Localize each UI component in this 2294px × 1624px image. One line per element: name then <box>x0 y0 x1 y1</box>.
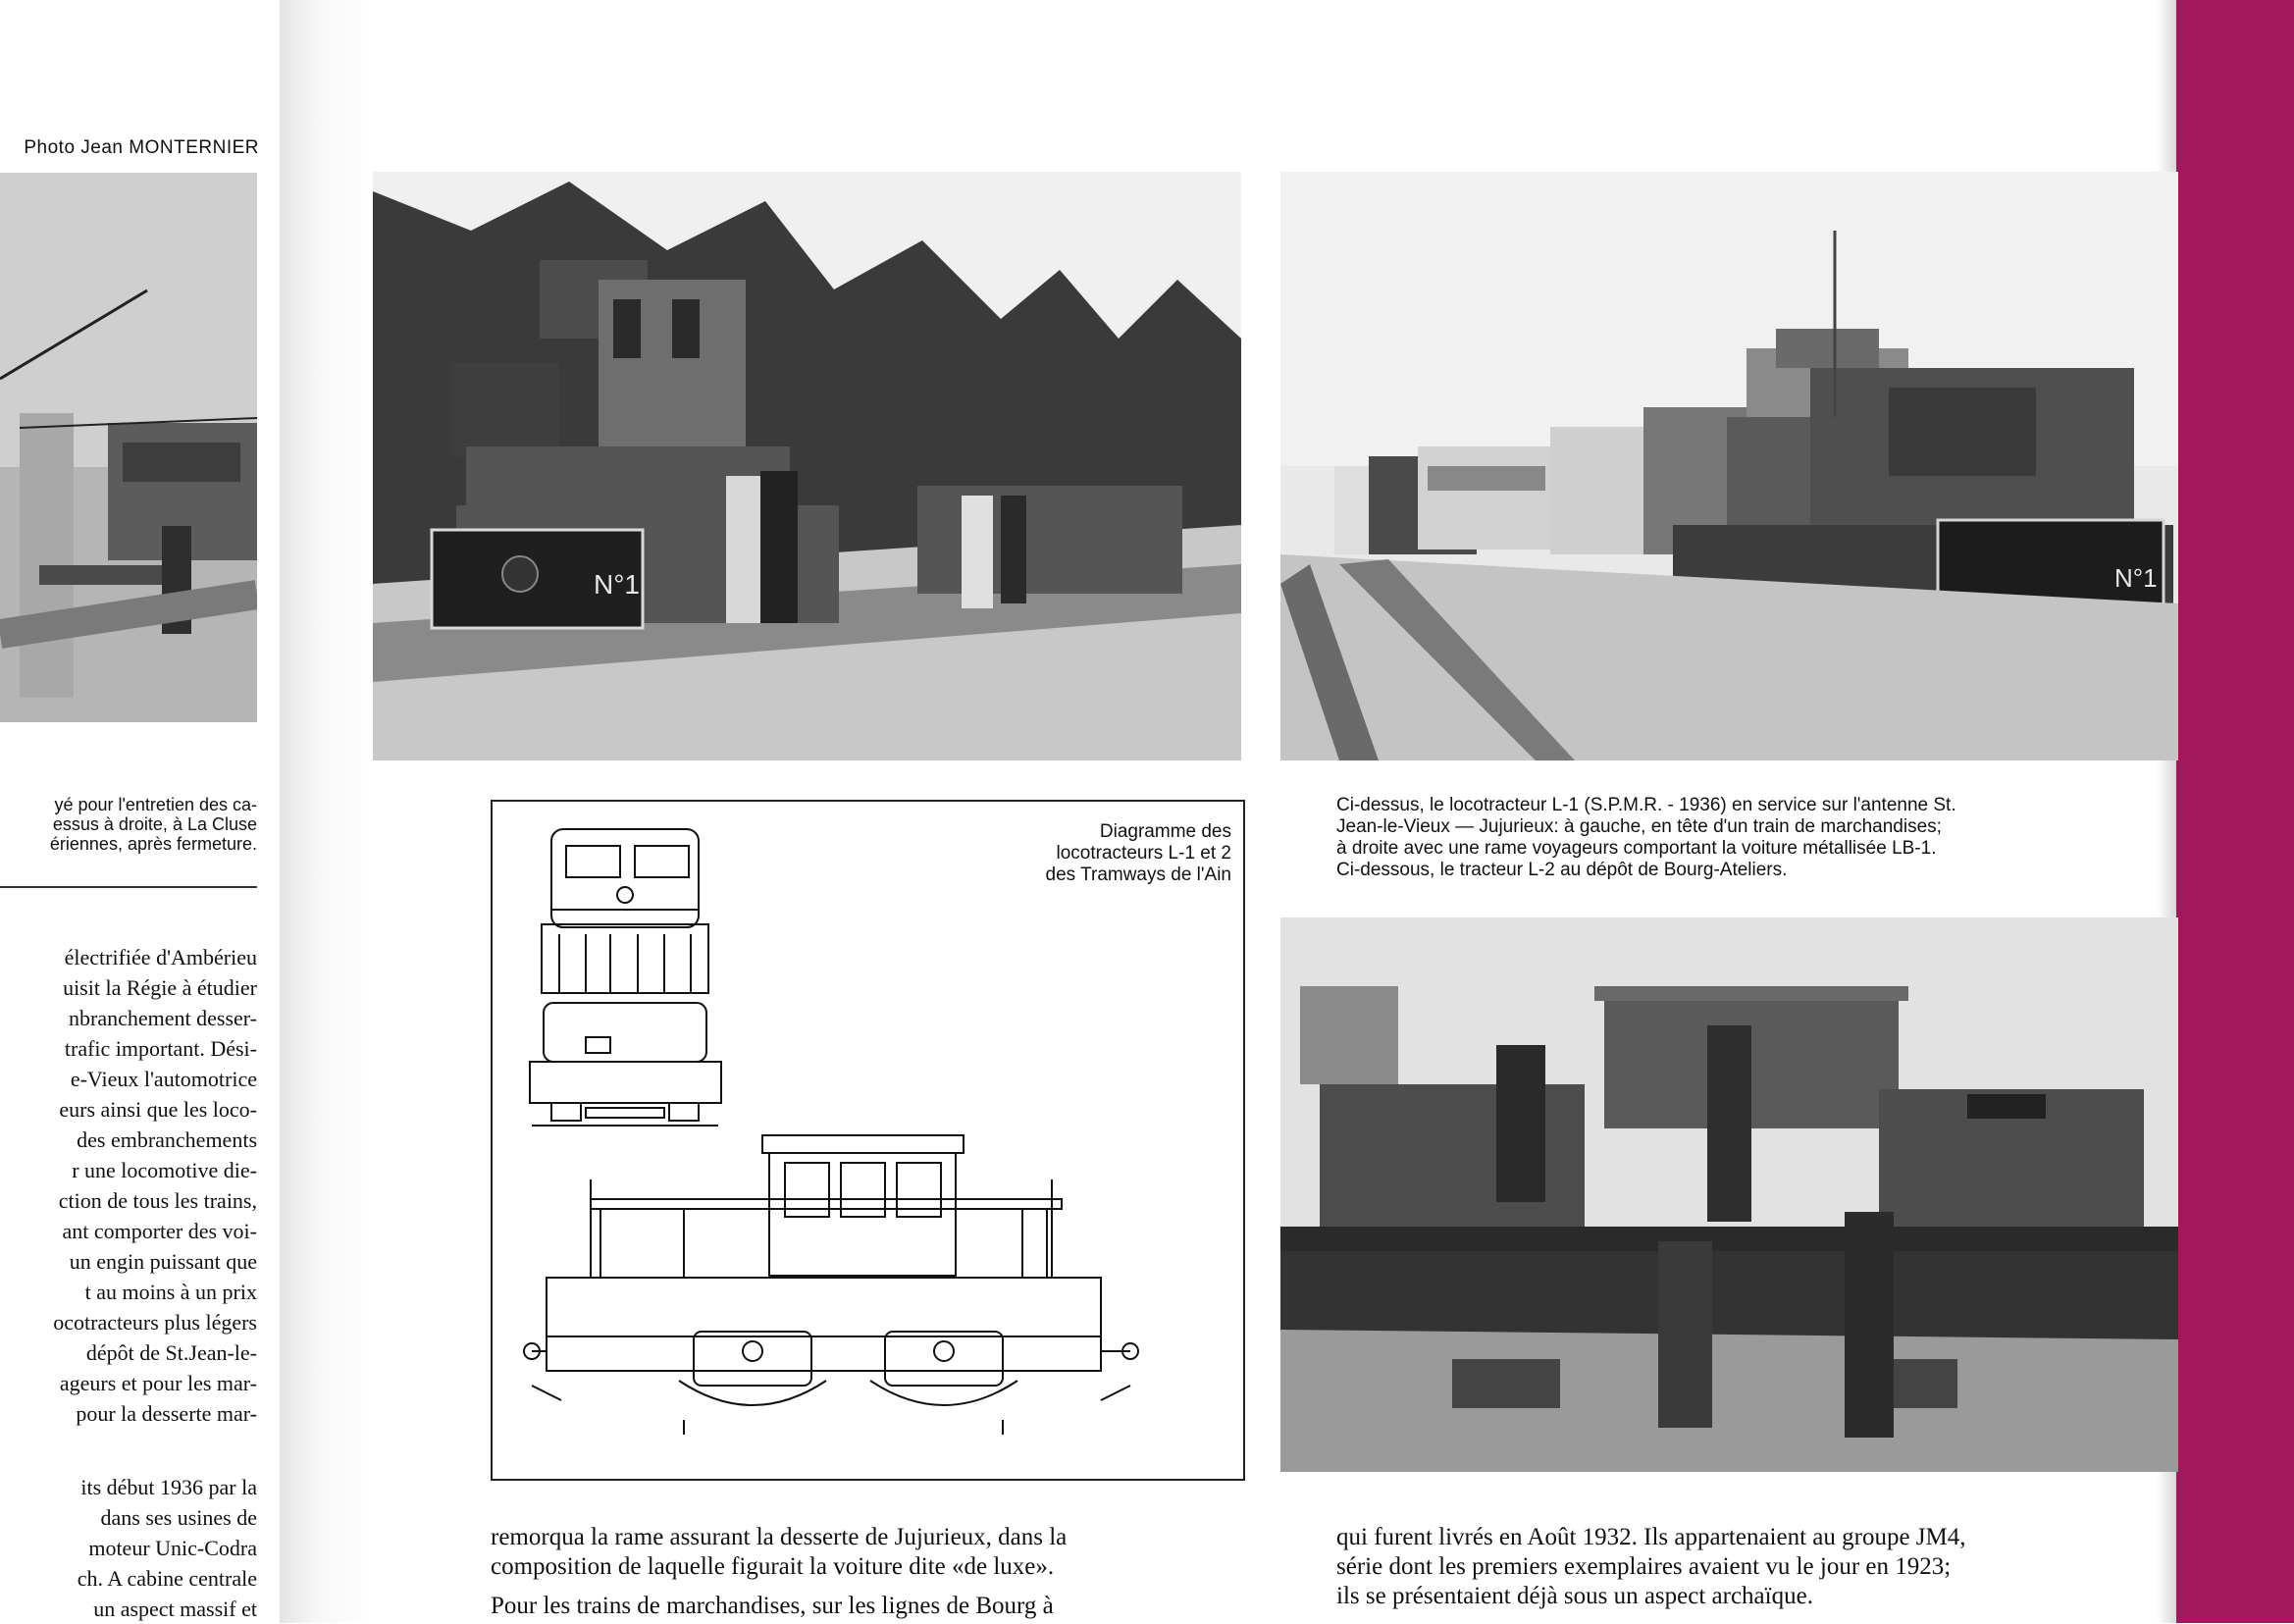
middle-column-text: remorqua la rame assurant la desserte de Jujurieux, dans la composition de laquelle figurait la voiture dite «de luxe». Pour les trains de marchandises, sur les lignes de Bourg à <box>491 1524 1068 1619</box>
page-edge <box>2170 0 2294 1623</box>
photo-l1-freight-train <box>373 172 1241 760</box>
photo-credit: Photo Jean MONTERNIER <box>24 137 259 158</box>
right-column-text: qui furent livrés en Août 1932. Ils appartenaient au groupe JM4, série dont les premiers exemplaires avaient vu le jour en 1923; ils se présentaient déjà sous un aspect archaïque. <box>1336 1524 1966 1609</box>
book-gutter <box>280 0 373 1623</box>
photo-l1-passenger-train <box>1280 172 2178 760</box>
locotractor-diagram-frame <box>491 800 1245 1481</box>
left-column-text-1: électrifiée d'Ambérieu uisit la Régie à étudier nbranchement desser- trafic important. Dési- e-Vieux l'automotrice eurs ainsi que les loco- des embranchements r une locomotive die- ction de tous les trains, ant comporter des voi- un engin puissant que t au moins à un prix ocotracteurs plus légers dépôt de St.Jean-le- ageurs et pour les mar- pour la desserte mar- <box>53 945 257 1426</box>
right-photos-caption: Ci-dessus, le locotracteur L-1 (S.P.M.R. - 1936) en service sur l'antenne St. Jean-le-Vieux — Jujurieux: à gauche, en tête d'un train de marchandises; à droite avec une rame voyageurs comportant la voiture métallisée LB-1. Ci-dessous, le tracteur L-2 au dépôt de Bourg-Ateliers. <box>1336 795 1956 880</box>
photo1-plate-number: N°1 <box>594 569 640 600</box>
diagram-caption: Diagramme des locotracteurs L-1 et 2 des Tramways de l'Ain <box>1045 821 1231 885</box>
photo-l2-depot <box>1280 917 2178 1472</box>
left-photo-caption: yé pour l'entretien des ca- essus à droite, à La Cluse ériennes, après fermeture. <box>49 795 257 854</box>
left-column-text-2: its début 1936 par la dans ses usines de moteur Unic-Codra ch. A cabine centrale un aspect massif et <box>77 1475 257 1621</box>
photo2-plate-number: N°1 <box>2114 563 2158 593</box>
left-divider <box>0 886 257 888</box>
left-photo-catenary-wagon <box>0 173 257 722</box>
locotractor-drawing <box>493 802 1243 1479</box>
